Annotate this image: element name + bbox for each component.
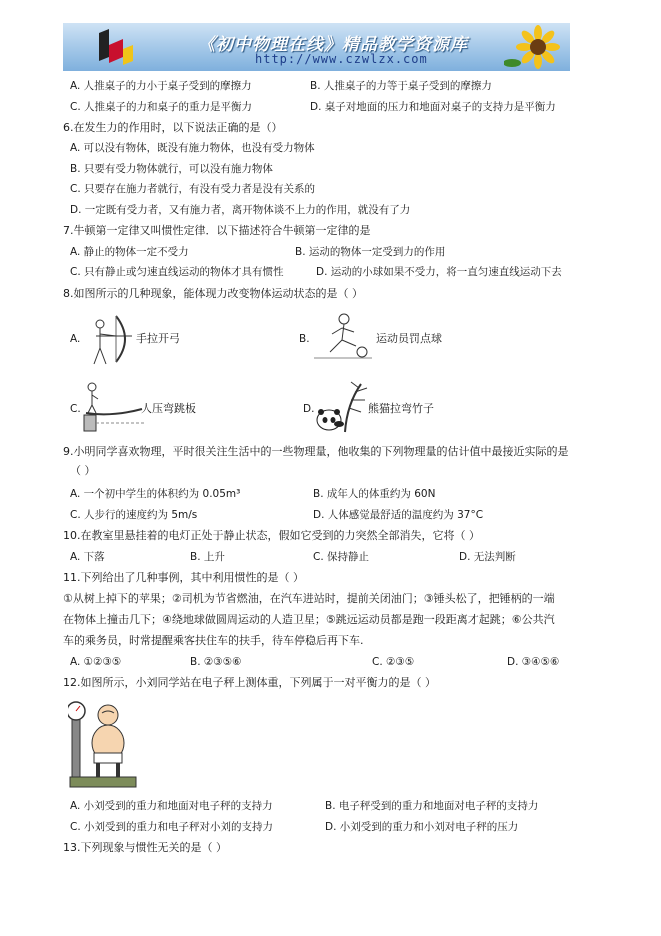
q9-option-a: A. 一个初中学生的体积约为 0.05m³ [70, 488, 241, 500]
q7-stem: 7.牛顿第一定律又叫惯性定律．以下描述符合牛顿第一定律的是 [63, 224, 371, 237]
q11-line-2: 在物体上撞击几下；④绕地球做圆周运动的人造卫星；⑤跳远运动员都是跑一段距离才起跳；⑥公共汽 [63, 613, 555, 626]
q11-option-b: B. ②③⑤⑥ [190, 656, 242, 668]
sunflower-icon [504, 25, 566, 71]
q9-option-d: D. 人体感觉最舒适的温度约为 37°C [313, 509, 484, 521]
q6-option-c: C. 只要存在施力者就行，有没有受力者是没有关系的 [70, 183, 316, 195]
scale-boy-figure-icon [68, 697, 140, 789]
diving-board-figure-icon [82, 381, 146, 433]
banner-title: 《初中物理在线》精品教学资源库 [198, 35, 468, 55]
q8-option-d-text: 熊猫拉弯竹子 [368, 402, 434, 415]
bow-figure-icon [88, 312, 136, 366]
q13-stem: 13.下列现象与惯性无关的是（ ） [63, 841, 227, 854]
q8-stem: 8.如图所示的几种现象，能体现力改变物体运动状态的是（ ） [63, 287, 363, 300]
q12-option-c: C. 小刘受到的重力和电子秤对小刘的支持力 [70, 821, 274, 833]
q10-option-b: B. 上升 [190, 551, 225, 563]
q11-option-a: A. ①②③⑤ [70, 656, 122, 668]
q9-option-c: C. 人步行的速度约为 5m/s [70, 509, 198, 521]
q8-option-d-letter: D. [303, 403, 315, 415]
soccer-player-icon [310, 310, 376, 364]
q11-line-1: ①从树上掉下的苹果；②司机为节省燃油，在汽车进站时，提前关闭油门；③锤头松了，把锤柄的一端 [63, 592, 555, 605]
q10-option-a: A. 下落 [70, 551, 105, 563]
q11-stem: 11.下列给出了几种事例，其中利用惯性的是（ ） [63, 571, 304, 584]
q10-option-c: C. 保持静止 [313, 551, 370, 563]
q8-option-b-letter: B. [299, 333, 310, 345]
q5-option-a: A. 人推桌子的力小于桌子受到的摩擦力 [70, 80, 252, 92]
site-logo-icon [93, 27, 137, 67]
q6-option-b: B. 只要有受力物体就行，可以没有施力物体 [70, 163, 273, 175]
q10-stem: 10.在教室里悬挂着的电灯正处于静止状态，假如它受到的力突然全部消失，它将（ ） [63, 529, 480, 542]
q7-option-c: C. 只有静止或匀速直线运动的物体才具有惯性 [70, 266, 284, 278]
q11-line-3: 车的乘务员，时常提醒乘客扶住车的扶手，待车停稳后再下车. [63, 634, 364, 647]
banner-url: http://www.czwlzx.com [255, 52, 428, 66]
q6-option-a: A. 可以没有物体，既没有施力物体，也没有受力物体 [70, 142, 315, 154]
q8-option-a-letter: A. [70, 333, 81, 345]
q5-option-c: C. 人推桌子的力和桌子的重力是平衡力 [70, 101, 253, 113]
q6-option-d: D. 一定既有受力者，又有施力者，离开物体谈不上力的作用，就没有了力 [70, 204, 411, 216]
q8-option-c-letter: C. [70, 403, 81, 415]
q11-option-d: D. ③④⑤⑥ [507, 656, 560, 668]
header-banner [63, 23, 570, 71]
q11-option-c: C. ②③⑤ [372, 656, 415, 668]
q6-stem: 6.在发生力的作用时，以下说法正确的是（） [63, 121, 283, 134]
q7-option-d: D. 运动的小球如果不受力，将一直匀速直线运动下去 [316, 266, 562, 278]
q7-option-a: A. 静止的物体一定不受力 [70, 246, 189, 258]
q9-stem: 9.小明同学喜欢物理，平时很关注生活中的一些物理量，他收集的下列物理量的估计值中最接近实际的是 [63, 445, 569, 458]
q9-paren: （ ） [70, 464, 96, 477]
q12-stem: 12.如图所示，小刘同学站在电子秤上测体重，下列属于一对平衡力的是（ ） [63, 676, 436, 689]
panda-bamboo-icon [315, 380, 369, 434]
q12-option-a: A. 小刘受到的重力和地面对电子秤的支持力 [70, 800, 273, 812]
q12-option-b: B. 电子秤受到的重力和地面对电子秤的支持力 [325, 800, 539, 812]
q5-option-b: B. 人推桌子的力等于桌子受到的摩擦力 [310, 80, 492, 92]
q10-option-d: D. 无法判断 [459, 551, 516, 563]
q8-option-c-text: 人压弯跳板 [141, 402, 196, 415]
q5-option-d: D. 桌子对地面的压力和地面对桌子的支持力是平衡力 [310, 101, 556, 113]
q7-option-b: B. 运动的物体一定受到力的作用 [295, 246, 446, 258]
q9-option-b: B. 成年人的体重约为 60N [313, 488, 436, 500]
q8-option-a-text: 手拉开弓 [136, 332, 180, 345]
q12-option-d: D. 小刘受到的重力和小刘对电子秤的压力 [325, 821, 519, 833]
q8-option-b-text: 运动员罚点球 [376, 332, 442, 345]
